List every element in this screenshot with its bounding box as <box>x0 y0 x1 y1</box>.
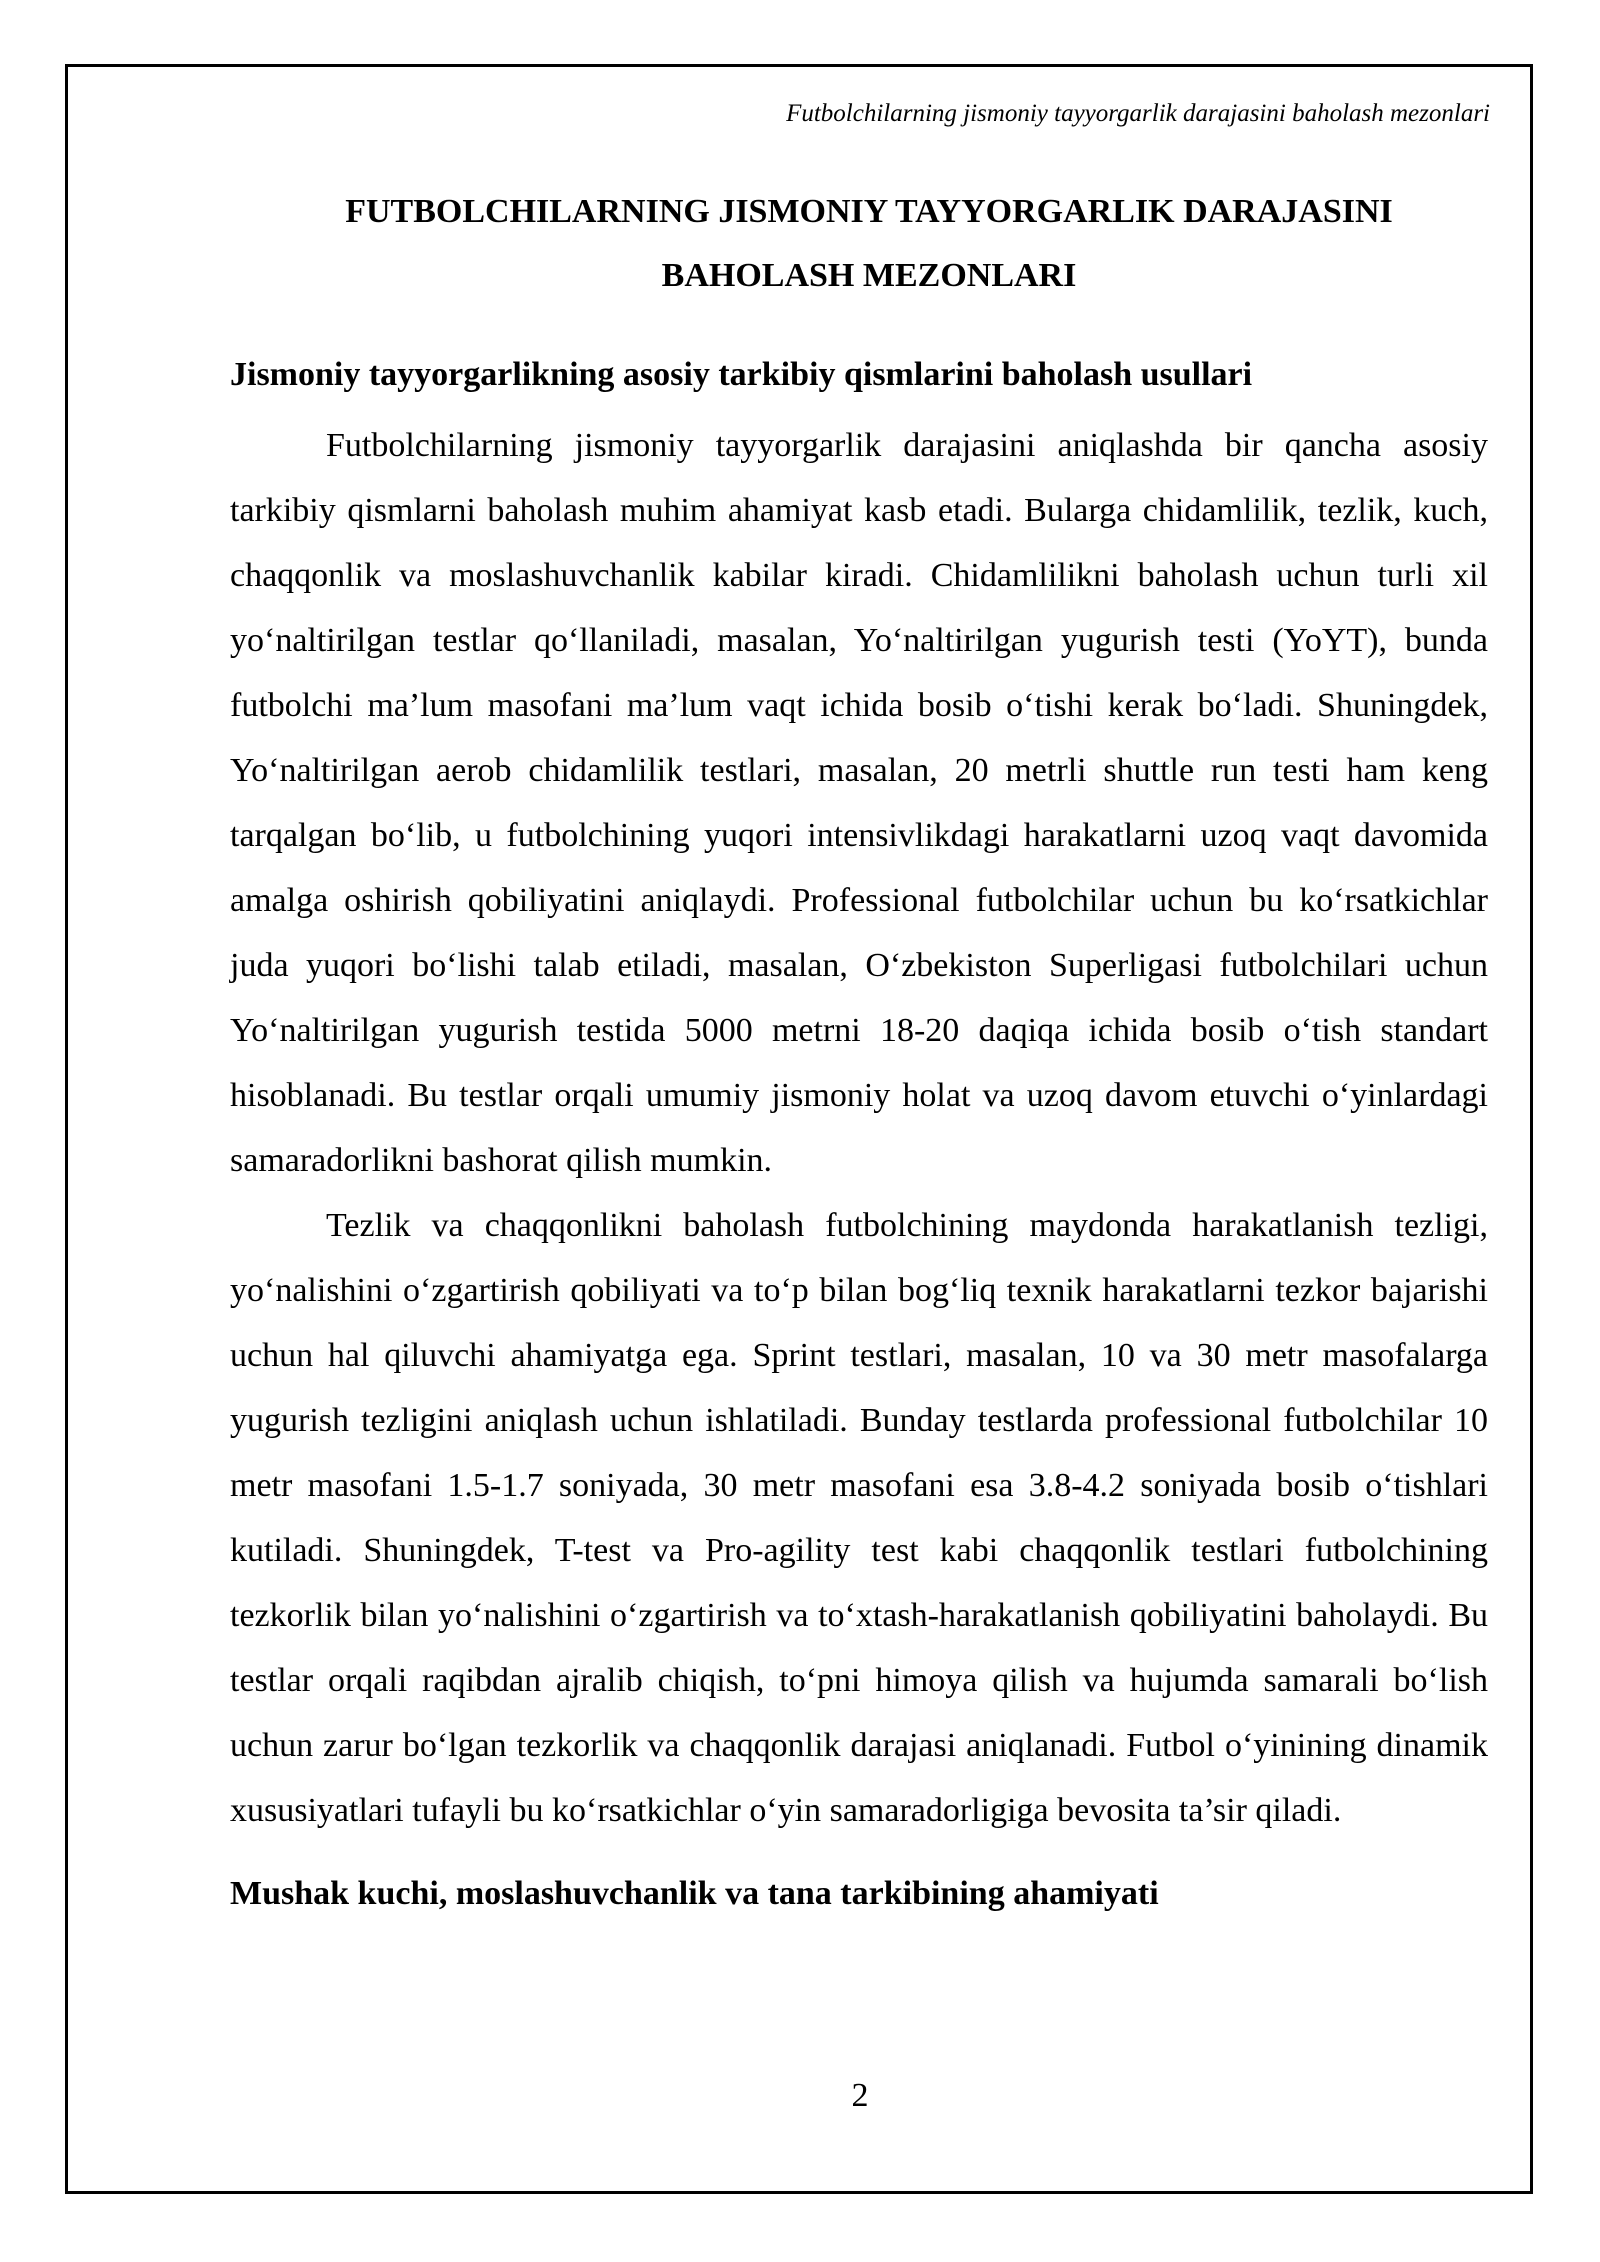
section-heading-assessment-methods: Jismoniy tayyorgarlikning asosiy tarkibiy qismlarini baholash usullari <box>230 356 1253 393</box>
title-line-1: FUTBOLCHILARNING JISMONIY TAYYORGARLIK DARAJASINI <box>345 193 1393 230</box>
running-header: Futbolchilarning jismoniy tayyorgarlik darajasini baholash mezonlari <box>786 100 1490 127</box>
page-content <box>230 180 1488 1916</box>
section-heading-muscle-strength: Mushak kuchi, moslashuvchanlik va tana tarkibining ahamiyati <box>230 1875 1159 1912</box>
paragraph-speed-agility: Tezlik va chaqqonlikni baholash futbolchining maydonda harakatlanish tezligi, yo‘nalishini o‘zgartirish qobiliyati va to‘p bilan bog‘liq texnik harakatlarni tezkor bajarishi uchun hal qiluvchi ahamiyatga ega. Sprint testlari, masalan, 10 va 30 metr masofalarga yugurish tezligini aniqlash uchun ishlatiladi. Bunday testlarda professional futbolchilar 10 metr masofani 1.5-1.7 soniyada, 30 metr masofani esa 3.8-4.2 soniyada bosib o‘tishlari kutiladi. Shuningdek, T-test va Pro-agility test kabi chaqqonlik testlari futbolchining tezkorlik bilan yo‘nalishini o‘zgartirish va to‘xtash-harakatlanish qobiliyatini baholaydi. Bu testlar orqali raqibdan ajralib chiqish, to‘pni himoya qilish va hujumda samarali bo‘lish uchun zarur bo‘lgan tezkorlik va chaqqonlik darajasi aniqlanadi. Futbol o‘yinining dinamik xususiyatlari tufayli bu ko‘rsatkichlar o‘yin samaradorligiga bevosita ta’sir qiladi. <box>230 1207 1488 1829</box>
title-line-2: BAHOLASH MEZONLARI <box>661 257 1077 294</box>
paragraph-endurance: Futbolchilarning jismoniy tayyorgarlik darajasini aniqlashda bir qancha asosiy tarkibiy qismlarni baholash muhim ahamiyat kasb etadi. Bularga chidamlilik, tezlik, kuch, chaqqonlik va moslashuvchanlik kabilar kiradi. Chidamlilikni baholash uchun turli xil yo‘naltirilgan testlar qo‘llaniladi, masalan, Yo‘naltirilgan yugurish testi (YoYT), bunda futbolchi ma’lum masofani ma’lum vaqt ichida bosib o‘tishi kerak bo‘ladi. Shuningdek, Yo‘naltirilgan aerob chidamlilik testlari, masalan, 20 metrli shuttle run testi ham keng tarqalgan bo‘lib, u futbolchining yuqori intensivlikdagi harakatlarni uzoq vaqt davomida amalga oshirish qobiliyatini aniqlaydi. Professional futbolchilar uchun bu ko‘rsatkichlar juda yuqori bo‘lishi talab etiladi, masalan, O‘zbekiston Superligasi futbolchilari uchun Yo‘naltirilgan yugurish testida 5000 metrni 18-20 daqiqa ichida bosib o‘tish standart hisoblanadi. Bu testlar orqali umumiy jismoniy holat va uzoq davom etuvchi o‘yinlardagi samaradorlikni bashorat qilish mumkin. <box>230 427 1488 1179</box>
page-number: 2 <box>851 2077 869 2114</box>
document-title <box>250 180 1488 308</box>
